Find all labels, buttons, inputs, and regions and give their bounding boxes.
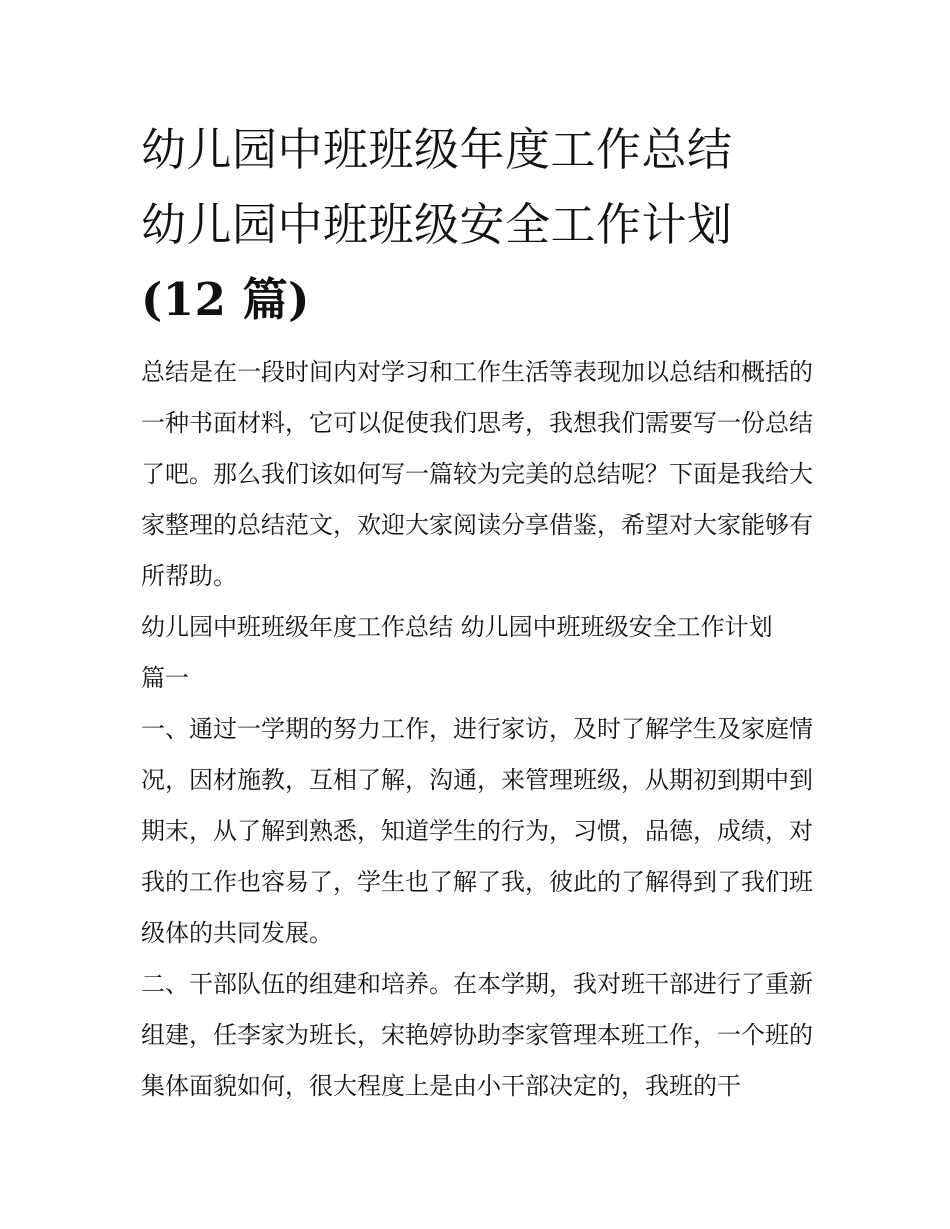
document-body — [141, 112, 813, 1112]
title-line-2: 幼儿园中班班级安全工作计划 — [141, 198, 733, 251]
intro-paragraph: 总结是在一段时间内对学习和工作生活等表现加以总结和概括的一种书面材料，它可以促使我们思考，我想我们需要写一份总结了吧。那么我们该如何写一篇较为完美的总结呢？下面是我给大家整理的总结范文，欢迎大家阅读分享借鉴，希望对大家能够有所帮助。 — [141, 358, 813, 590]
document-title — [141, 112, 813, 337]
body-paragraph-2: 二、干部队伍的组建和培养。在本学期，我对班干部进行了重新组建，任李家为班长，宋艳婷协助李家管理本班工作，一个班的集体面貌如何，很大程度上是由小干部决定的，我班的干 — [141, 970, 813, 1100]
title-line-1: 幼儿园中班班级年度工作总结 — [141, 123, 733, 176]
section-label: 篇一 — [141, 664, 189, 692]
title-line-3: (12 篇) — [141, 273, 310, 326]
section-heading: 幼儿园中班班级年度工作总结 幼儿园中班班级安全工作计划 — [141, 613, 773, 641]
body-paragraph-1: 一、通过一学期的努力工作，进行家访，及时了解学生及家庭情况，因材施教，互相了解，沟通，来管理班级，从期初到期中到期末，从了解到熟悉，知道学生的行为，习惯，品德，成绩，对我的工作也容易了，学生也了解了我，彼此的了解得到了我们班级体的共同发展。 — [141, 715, 813, 947]
